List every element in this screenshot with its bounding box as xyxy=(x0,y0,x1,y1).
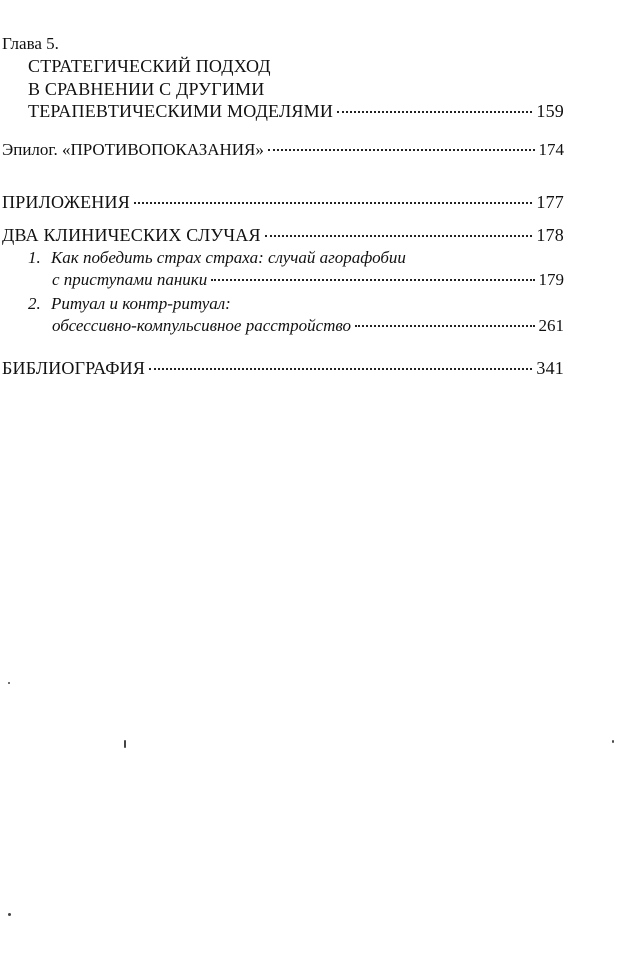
scan-speck xyxy=(124,740,126,748)
scan-speck xyxy=(8,682,10,684)
page-number: 341 xyxy=(536,358,564,378)
dot-leader xyxy=(134,202,532,204)
case-1-line-1 xyxy=(28,248,620,268)
dot-leader xyxy=(355,325,534,327)
appendices-entry[interactable] xyxy=(2,192,564,213)
chapter-label xyxy=(2,34,620,54)
case-2-line-2-text: обсессивно-компульсивное расстройство xyxy=(52,316,352,335)
appendices-title: ПРИЛОЖЕНИЯ xyxy=(2,192,130,212)
scan-speck xyxy=(8,913,11,916)
page-number: 178 xyxy=(536,225,564,245)
scan-speck xyxy=(612,740,614,743)
chapter-title-line-1 xyxy=(28,56,620,77)
chapter-title-line-1-text: СТРАТЕГИЧЕСКИЙ ПОДХОД xyxy=(28,56,271,76)
page-number: 179 xyxy=(538,270,564,289)
dot-leader xyxy=(211,279,534,281)
chapter-title-line-2 xyxy=(28,79,620,100)
case-1-entry[interactable] xyxy=(52,270,564,290)
case-1-number: 1. xyxy=(28,248,41,267)
page-number: 261 xyxy=(538,316,564,335)
epilogue-entry[interactable] xyxy=(2,140,564,160)
case-1-line-2-text: с приступами паники xyxy=(52,270,208,289)
chapter-title-line-3-entry[interactable] xyxy=(28,101,564,122)
bibliography-title: БИБЛИОГРАФИЯ xyxy=(2,358,146,378)
dot-leader xyxy=(268,149,535,151)
chapter-label-text: Глава 5. xyxy=(2,34,59,53)
page-number: 159 xyxy=(536,101,564,121)
epilogue-title: Эпилог. «ПРОТИВОПОКАЗАНИЯ» xyxy=(2,140,264,159)
case-1-line-1-text: Как победить страх страха: случай агорафобии xyxy=(51,248,406,267)
dot-leader xyxy=(337,111,532,113)
dot-leader xyxy=(265,235,533,237)
page-number: 177 xyxy=(536,192,564,212)
case-2-line-1 xyxy=(28,294,620,314)
case-2-line-1-text: Ритуал и контр-ритуал: xyxy=(51,294,231,313)
two-cases-entry[interactable] xyxy=(2,225,564,246)
chapter-title-line-3-text: ТЕРАПЕВТИЧЕСКИМИ МОДЕЛЯМИ xyxy=(28,101,334,121)
chapter-title-line-2-text: В СРАВНЕНИИ С ДРУГИМИ xyxy=(28,79,265,99)
case-2-number: 2. xyxy=(28,294,41,313)
two-cases-title: ДВА КЛИНИЧЕСКИХ СЛУЧАЯ xyxy=(2,225,261,245)
dot-leader xyxy=(149,368,532,370)
case-2-entry[interactable] xyxy=(52,316,564,336)
bibliography-entry[interactable] xyxy=(2,358,564,379)
page-number: 174 xyxy=(538,140,564,159)
